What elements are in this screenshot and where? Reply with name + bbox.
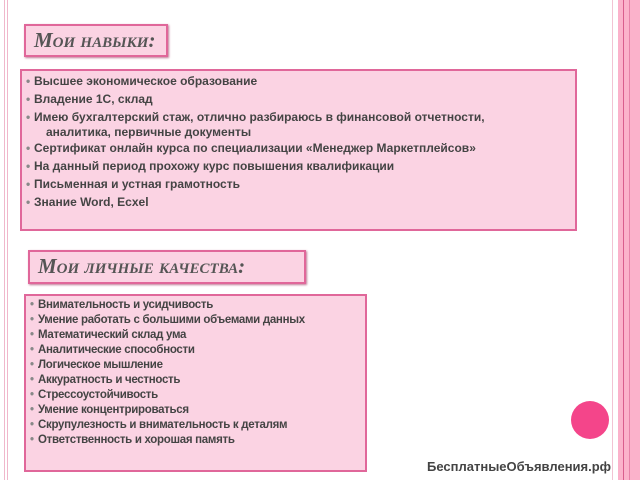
list-item: • Умение работать с большими объемами данных <box>30 313 365 328</box>
border-line <box>623 0 624 480</box>
list-item: • Владение 1С, склад <box>26 90 575 108</box>
skills-title: Мои навыки: <box>24 24 168 57</box>
decorative-circle-icon <box>571 401 609 439</box>
border-line <box>612 0 613 480</box>
list-item: • Знание Word, Ecxel <box>26 193 575 211</box>
list-item: • Сертификат онлайн курса по специализации «Менеджер Маркетплейсов» <box>26 139 575 157</box>
list-item: • Высшее экономическое образование <box>26 72 575 90</box>
list-item: • Аналитические способности <box>30 343 365 358</box>
list-item: • Стрессоустойчивость <box>30 388 365 403</box>
list-item: • Умение концентрироваться <box>30 403 365 418</box>
list-item: • Имею бухгалтерский стаж, отлично разбираюсь в финансовой отчетности, аналитика, первичные документы <box>26 108 575 139</box>
list-item: • Ответственность и хорошая память <box>30 433 365 448</box>
border-line <box>7 0 8 480</box>
border-line <box>629 0 630 480</box>
list-item: • Внимательность и усидчивость <box>30 298 365 313</box>
list-item: • На данный период прохожу курс повышения квалификации <box>26 157 575 175</box>
qualities-box <box>24 294 367 472</box>
watermark: БесплатныеОбъявления.рф <box>427 459 612 474</box>
list-item: • Математический склад ума <box>30 328 365 343</box>
list-item: • Аккуратность и честность <box>30 373 365 388</box>
list-item: • Логическое мышление <box>30 358 365 373</box>
skills-box <box>20 69 577 231</box>
list-item: • Письменная и устная грамотность <box>26 175 575 193</box>
qualities-title: Мои личные качества: <box>28 250 306 284</box>
border-line <box>4 0 5 480</box>
list-item: • Скрупулезность и внимательность к деталям <box>30 418 365 433</box>
